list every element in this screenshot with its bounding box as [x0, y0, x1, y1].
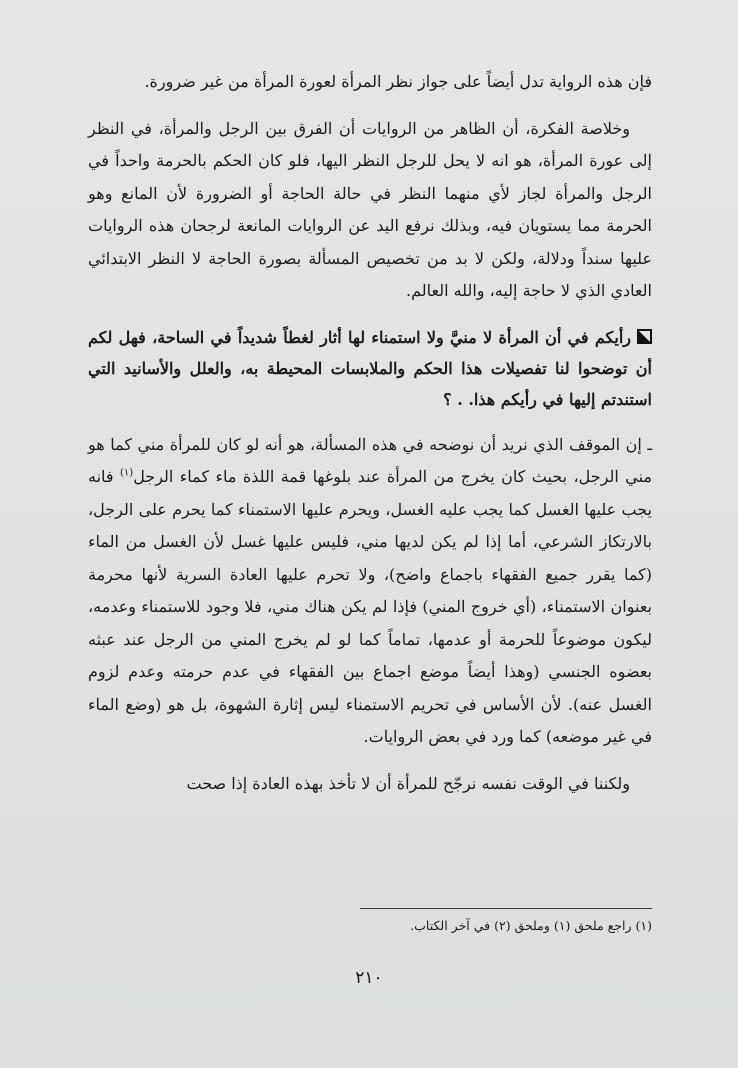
body-text [88, 66, 652, 814]
answer-text: ـ إن الموقف الذي نريد أن نوضحه في هذه المسألة، هو أنه لو كان للمرأة مني كما هو مني الرجل، بحيث كان يخرج من المرأة عند بلوغها قمة اللذة ماء كماء الرجل [88, 434, 653, 486]
answer-text: فانه يجب عليها الغسل كما يجب عليه الغسل، ويحرم عليها الاستمناء كما يحرم على الرجل، بالارتكاز الشرعي، أما إذا لم يكن لديها مني، فليس عليها غسل لأن الغسل من الماء (كما يقرر جميع الفقهاء باجماع واضح)، ولا تحرم عليها العادة السرية لأنها محرمة بعنوان الاستمناء، (أي خروج المني) فإذا لم يكن هناك مني، فلا وجود للاستمناء وعدمه، ليكون موضوعاً للحرمة أو عدمها، تماماً كما لو لم يخرج المني من الرجل عند عبثه بعضوه الجنسي (وهذا أيضاً موضع اجماع بين الفقهاء في عدم حرمته وعدم لزوم الغسل عنه). لأن الأساس في تحريم الاستمناء ليس إثارة الشهوة، بل هو (وضع الماء في غير موضعه) كما ورد في بعض الروايات. [88, 467, 652, 746]
question-block [88, 322, 652, 415]
question-text: رأيكم في أن المرأة لا منيَّ ولا استمناء لها أثار لغطاً شديداً في الساحة، فهل لكم أن توضحوا لنا تفصيلات هذا الحكم والملابسات المحيطة به، والعلل والأسانيد التي استندتم إليها في رأيكم هذا. . ؟ [88, 327, 652, 409]
footnote: (١) راجع ملحق (١) وملحق (٢) في آخر الكتاب. [410, 918, 652, 933]
answer-paragraph [88, 429, 652, 754]
paragraph: فإن هذه الرواية تدل أيضاً على جواز نظر المرأة لعورة المرأة من غير ضرورة. [144, 72, 652, 91]
page-number: ٢١٠ [355, 968, 383, 988]
paragraph: ولكننا في الوقت نفسه نرجّح للمرأة أن لا تأخذ بهذه العادة إذا صحت [186, 773, 630, 793]
footnote-divider [360, 908, 652, 909]
paragraph: وخلاصة الفكرة، أن الظاهر من الروايات أن الفرق بين الرجل والمرأة، في النظر إلى عورة المرأة، هو انه لا يحل للرجل النظر اليها، فلو كان الحكم بالحرمة واحداً في الرجل والمرأة لجاز لأي منهما النظر في حالة الحاجة أو الضرورة لأن المانع وهو الحرمة مما يستويان فيه، وبذلك نرفع اليد عن الروايات المانعة لرجحان هذه الروايات عليها سنداً ودلالة، ولكن لا بد من تخصيص المسألة بصورة الحاجة لا النظر الابتدائي العادي الذي لا حاجة إليه، والله العالم. [88, 118, 653, 300]
footnote-reference: (١) [120, 467, 134, 479]
question-marker-icon [637, 329, 652, 344]
